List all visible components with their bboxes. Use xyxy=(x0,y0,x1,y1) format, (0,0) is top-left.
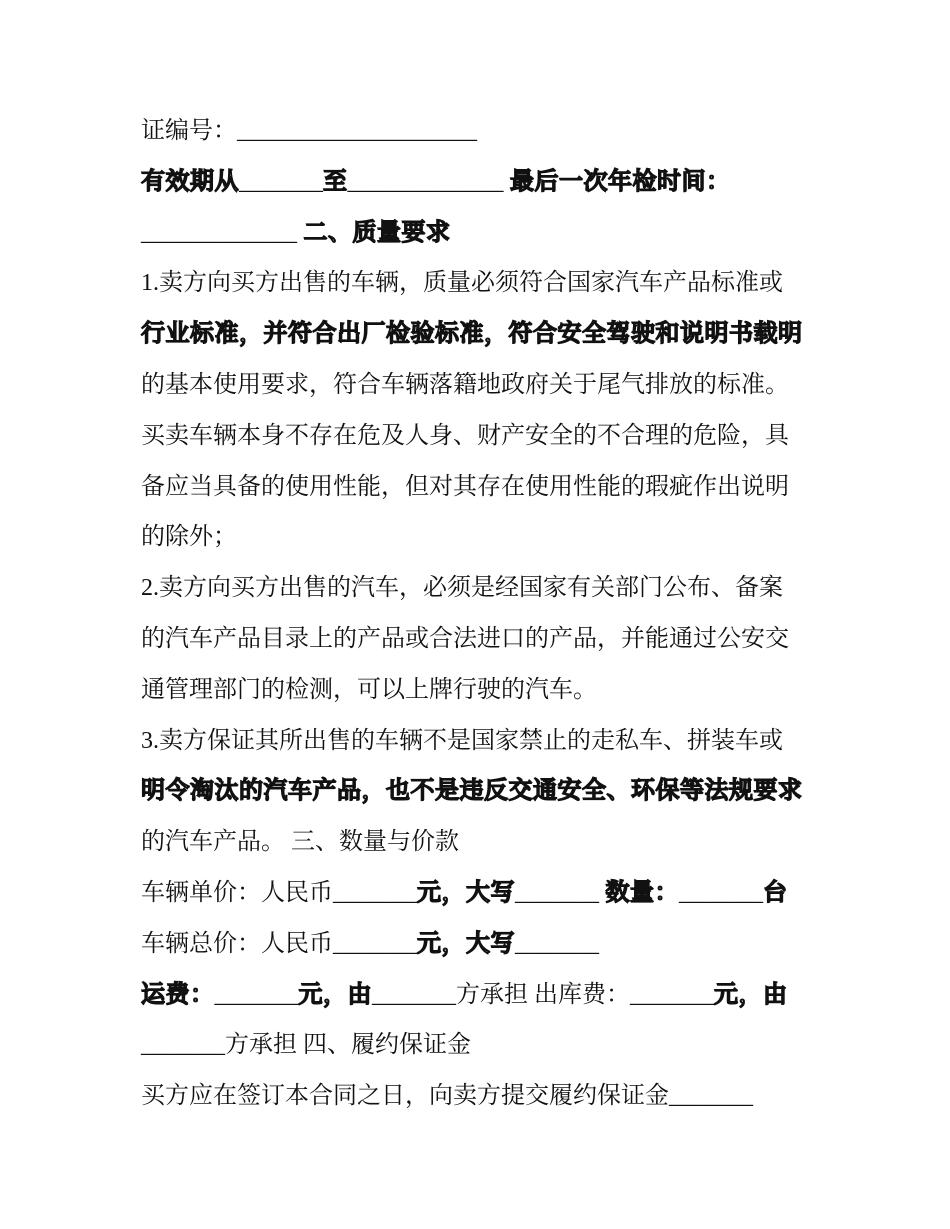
text-segment: 证编号： xyxy=(141,118,237,144)
document-line xyxy=(141,874,831,925)
text-segment: 通管理部门的检测，可以上牌行驶的汽车。 xyxy=(141,676,597,703)
text-segment: 至 xyxy=(323,168,348,195)
document-line xyxy=(141,976,831,1027)
document-line xyxy=(141,569,831,620)
document-line xyxy=(141,620,831,671)
text-segment: 方承担 四、履约保证金 xyxy=(225,1032,471,1059)
document-line xyxy=(141,417,831,468)
document-line xyxy=(141,468,831,519)
text-segment: 3.卖方保证其所出售的车辆不是国家禁止的走私车、拼装车或 xyxy=(141,727,783,754)
text-segment: 1.卖方向买方出售的车辆，质量必须符合国家汽车产品标准或 xyxy=(141,270,783,297)
text-segment: 方承担 出库费： xyxy=(456,981,630,1008)
text-segment: 的基本使用要求，符合车辆落籍地政府关于尾气排放的标准。 xyxy=(141,371,789,398)
blank-field: ____________________ xyxy=(237,118,477,144)
blank-field: _______ xyxy=(239,168,323,195)
text-segment: 最后一次年检时间： xyxy=(503,168,731,195)
blank-field: _______ xyxy=(679,879,763,906)
text-segment: 元，大写 xyxy=(417,879,515,906)
text-segment: 备应当具备的使用性能，但对其存在使用性能的瑕疵作出说明 xyxy=(141,473,789,500)
document-line xyxy=(141,671,831,722)
text-segment: 元，由 xyxy=(714,981,788,1008)
text-segment: 2.卖方向买方出售的汽车，必须是经国家有关部门公布、备案 xyxy=(141,575,783,602)
document-line xyxy=(141,112,831,163)
blank-field: _______ xyxy=(669,1083,753,1110)
text-segment: 台 xyxy=(763,879,788,906)
text-segment: 的汽车产品目录上的产品或合法进口的产品，并能通过公安交 xyxy=(141,625,789,652)
text-segment: 明令淘汰的汽车产品，也不是违反交通安全、环保等法规要求 xyxy=(141,778,803,805)
document-line xyxy=(141,1077,831,1128)
blank-field: _____________ xyxy=(347,168,504,195)
document-line xyxy=(141,315,831,366)
text-segment: 有效期从 xyxy=(141,168,239,195)
blank-field: _______ xyxy=(372,981,456,1008)
document-line xyxy=(141,722,831,773)
text-segment: 运费： xyxy=(141,981,215,1008)
document-line xyxy=(141,518,831,569)
blank-field: _______ xyxy=(333,930,417,957)
document-line xyxy=(141,214,831,265)
blank-field: _____________ xyxy=(141,219,297,246)
text-segment: 数量： xyxy=(599,879,679,906)
text-segment: 元，由 xyxy=(298,981,372,1008)
text-segment: 买卖车辆本身不存在危及人身、财产安全的不合理的危险，具 xyxy=(141,422,789,449)
blank-field: _______ xyxy=(333,879,417,906)
document-line xyxy=(141,823,831,874)
contract-document xyxy=(141,112,831,1128)
document-line xyxy=(141,925,831,976)
document-line xyxy=(141,772,831,823)
text-segment: 的除外； xyxy=(141,524,237,551)
text-segment: 行业标准，并符合出厂检验标准，符合安全驾驶和说明书载明 xyxy=(141,321,803,348)
blank-field: _______ xyxy=(515,930,599,957)
text-segment: 的汽车产品。 三、数量与价款 xyxy=(141,829,459,856)
text-segment: 车辆单价：人民币 xyxy=(141,879,333,906)
blank-field: _______ xyxy=(214,981,299,1008)
document-line xyxy=(141,1026,831,1077)
document-line xyxy=(141,163,831,214)
text-segment: 买方应在签订本合同之日，向卖方提交履约保证金 xyxy=(141,1083,669,1110)
text-segment: 二、质量要求 xyxy=(297,219,451,246)
blank-field: _______ xyxy=(630,981,714,1008)
blank-field: _______ xyxy=(141,1032,225,1059)
text-segment: 元，大写 xyxy=(417,930,515,957)
blank-field: _______ xyxy=(515,879,599,906)
text-segment: 车辆总价：人民币 xyxy=(141,930,333,957)
document-line xyxy=(141,366,831,417)
document-line xyxy=(141,264,831,315)
